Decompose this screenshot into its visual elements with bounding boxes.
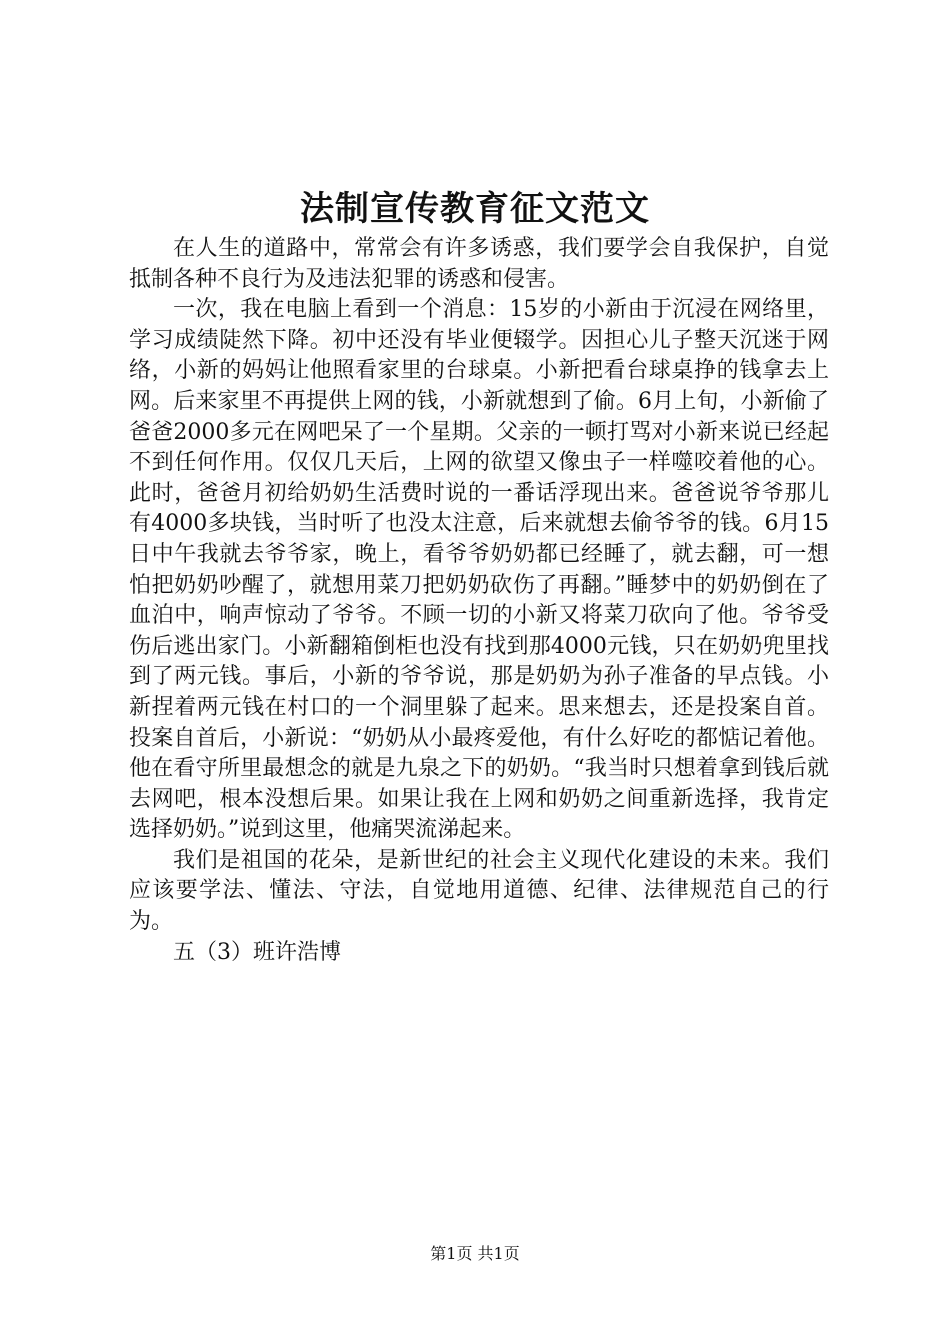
paragraph-conclusion: 我们是祖国的花朵，是新世纪的社会主义现代化建设的未来。我们应该要学法、懂法、守法，自觉地用道德、纪律、法律规范自己的行为。	[129, 847, 829, 935]
paragraph-author: 五（3）班许浩博	[173, 939, 341, 965]
document-title: 法制宣传教育征文范文	[300, 189, 650, 229]
page-footer: 第1页 共1页	[430, 1244, 520, 1263]
paragraph-story: 一次，我在电脑上看到一个消息：15岁的小新由于沉浸在网络里，学习成绩陡然下降。初中还没有毕业便辍学。因担心儿子整天沉迷于网络，小新的妈妈让他照看家里的台球桌。小新把看台球桌挣的钱拿去上网。后来家里不再提供上网的钱，小新就想到了偷。6月上旬，小新偷了爸爸2000多元在网吧呆了一个星期。父亲的一顿打骂对小新来说已经起不到任何作用。仅仅几天后，上网的欲望又像虫子一样噬咬着他的心。此时，爸爸月初给奶奶生活费时说的一番话浮现出来。爸爸说爷爷那儿有4000多块钱，当时听了也没太注意，后来就想去偷爷爷的钱。6月15日中午我就去爷爷家，晚上，看爷爷奶奶都已经睡了，就去翻，可一想怕把奶奶吵醒了，就想用菜刀把奶奶砍伤了再翻。”睡梦中的奶奶倒在了血泊中，响声惊动了爷爷。不顾一切的小新又将菜刀砍向了他。爷爷受伤后逃出家门。小新翻箱倒柜也没有找到那4000元钱，只在奶奶兜里找到了两元钱。事后，小新的爷爷说，那是奶奶为孙子准备的早点钱。小新捏着两元钱在村口的一个洞里躲了起来。思来想去，还是投案自首。投案自首后，小新说：“奶奶从小最疼爱他，有什么好吃的都惦记着他。他在看守所里最想念的就是九泉之下的奶奶。“我当时只想着拿到钱后就去网吧，根本没想后果。如果让我在上网和奶奶之间重新选择，我肯定选择奶奶。”说到这里，他痛哭流涕起来。	[129, 297, 829, 843]
paragraph-intro: 在人生的道路中，常常会有许多诱惑，我们要学会自我保护，自觉抵制各种不良行为及违法犯罪的诱惑和侵害。	[129, 236, 829, 292]
document-body	[129, 234, 829, 968]
